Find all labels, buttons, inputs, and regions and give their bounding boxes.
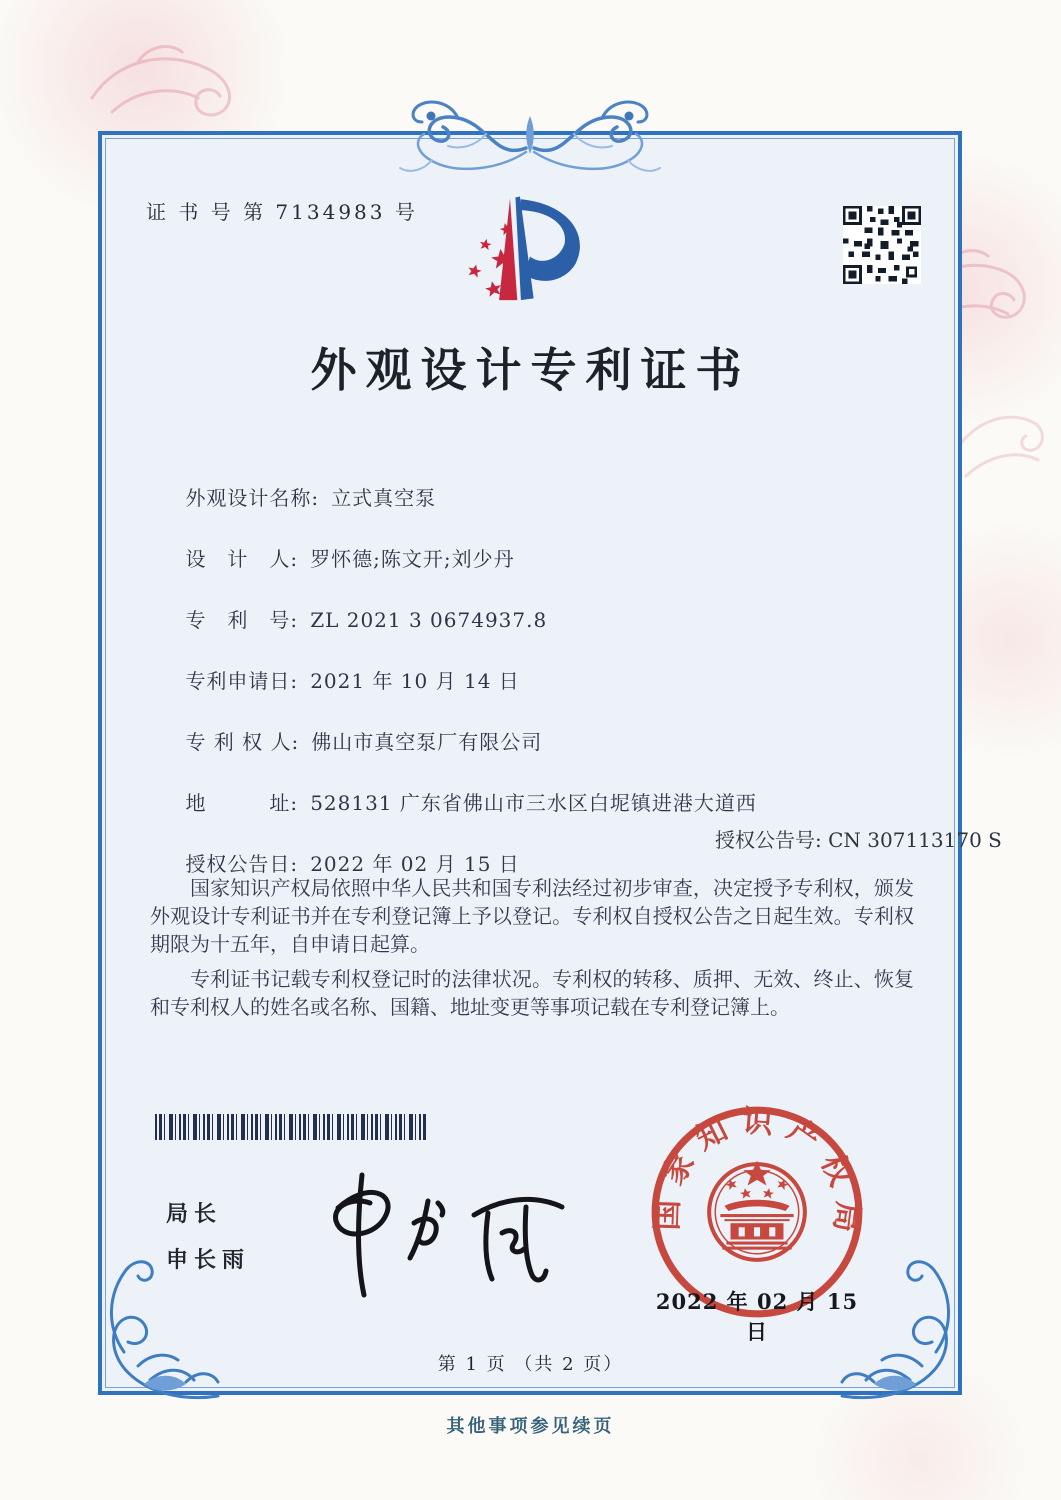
handwritten-signature-icon [278,1163,578,1301]
legal-paragraph-2: 专利证书记载专利权登记时的法律状况。专利权的转移、质押、无效、终止、恢复和专利权人的姓名或名称、国籍、地址变更等事项记载在专利登记簿上。 [150,967,914,1019]
continuation-note: 其他事项参见续页 [446,1416,615,1437]
field-label: 外观设计名称: [185,486,320,510]
director-name: 申长雨 [166,1248,251,1273]
legal-text-block [150,874,914,1028]
field-label: 专 利 权 人: [185,730,300,754]
field-label: 专 利 号: [185,608,299,632]
field-value: 罗怀德;陈文开;刘少丹 [310,547,515,571]
field-value: 2021 年 10 月 14 日 [310,669,520,693]
field-value: 528131 广东省佛山市三水区白坭镇进港大道西 [310,791,757,815]
dragon-ornament-top-icon [336,90,724,188]
seal-date: 2022 年 02 月 15 日 [655,1289,859,1344]
cnipa-logo-icon [430,183,630,321]
grant-date-label: 授权公告日: [185,852,299,876]
national-emblem-icon [709,1161,805,1260]
grant-number-label: 授权公告号: [715,828,822,852]
grant-number-value: CN 307113170 S [828,828,1002,852]
certificate-number: 证 书 号 第 7134983 号 [146,200,418,224]
qr-code-icon [843,206,921,284]
legal-paragraph-1: 国家知识产权局依照中华人民共和国专利法经过初步审查，决定授予专利权，颁发外观设计专利证书并在专利登记簿上予以登记。专利权自授权公告之日起生效。专利权期限为十五年，自申请日起算。 [150,876,914,956]
field-label: 专利申请日: [185,669,299,693]
field-value: ZL 2021 3 0674937.8 [310,608,548,632]
field-label: 设 计 人: [185,547,299,571]
director-signoff [166,1192,250,1284]
field-value: 立式真空泵 [331,486,437,510]
barcode [155,1114,427,1140]
certificate-title: 外观设计专利证书 [310,343,751,397]
pink-watermark-top-left-icon [78,28,248,136]
grant-number [715,824,1002,853]
grant-date-value: 2022 年 02 月 15 日 [310,852,520,876]
field-label: 地 址: [185,791,299,815]
field-value: 佛山市真空泵厂有限公司 [311,730,543,754]
director-title: 局长 [166,1202,223,1227]
seal-ring-text: 国家知识产权局 [649,1104,866,1247]
page-number: 第 1 页 （共 2 页） [437,1354,624,1375]
